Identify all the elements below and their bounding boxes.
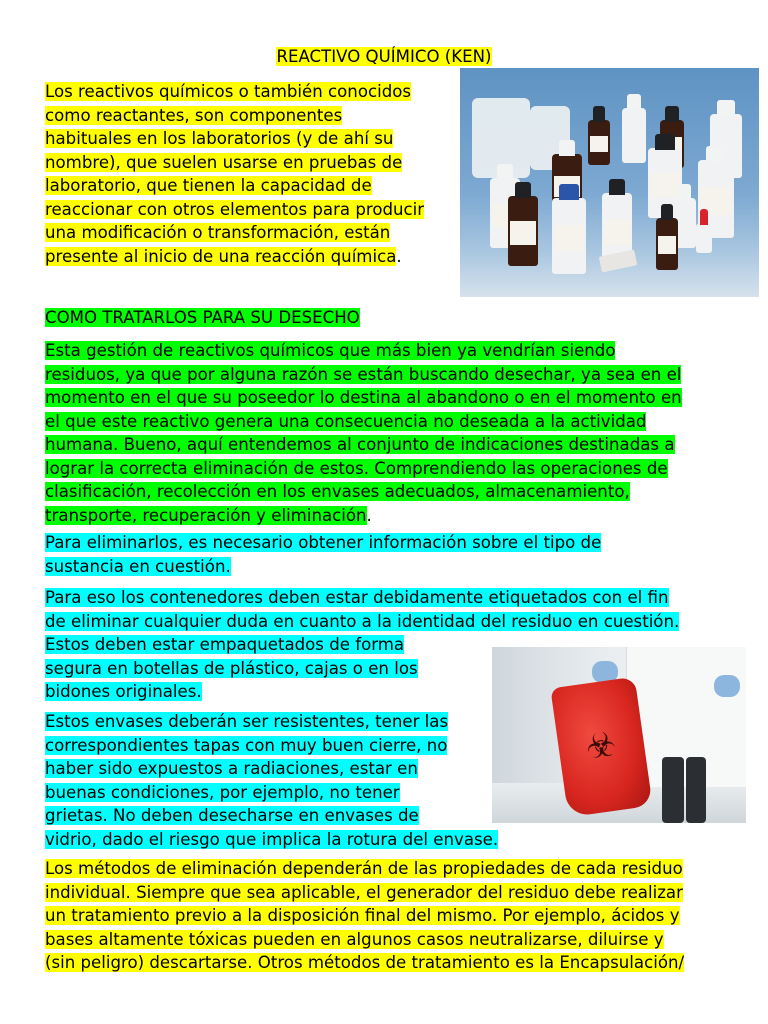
methods-paragraph: Los métodos de eliminación dependerán de las propiedades de cada residuo individual. Siempre que sea aplicable, el generador del residuo debe realizar un tratamiento previo a la disposición final del mismo. Por ejemplo, ácidos y bases altamente tóxicas pueden en algunos casos neutralizarse, diluirse y (sin peligro) descartarse. Otros métodos de tratamiento es la Encapsulación/ <box>45 859 685 972</box>
elimination-paragraph: Para eliminarlos, es necesario obtener información sobre el tipo de sustancia en cuestión. <box>45 533 602 576</box>
biohazard-bag-photo <box>492 647 746 823</box>
intro-paragraph: Los reactivos químicos o también conocidos como reactantes, son componentes habituales en los laboratorios (y de ahí su nombre), que suelen usarse en pruebas de laboratorio, que tienen la capacidad de reaccionar con otros elementos para producir una modificación o transformación, están presente al inicio de una reacción química. <box>45 82 425 266</box>
biohazard-icon: ☣ <box>583 724 619 768</box>
containers-paragraph: Para eso los contenedores deben estar debidamente etiquetados con el fin de eliminar cualquier duda en cuanto a la identidad del residuo en cuestión. Estos deben estar empaquetados de forma segura en botellas de plástico, cajas o en los bidones originales. <box>45 588 680 701</box>
reagent-bottles-photo <box>460 68 759 297</box>
section-heading: COMO TRATARLOS PARA SU DESECHO <box>45 308 360 327</box>
page-title: REACTIVO QUÍMICO (KEN) <box>276 47 492 66</box>
packaging-paragraph: Estos envases deberán ser resistentes, tener las correspondientes tapas con muy buen cierre, no haber sido expuestos a radiaciones, estar en buenas condiciones, por ejemplo, no tener grietas. No deben desecharse en envases de vidrio, dado el riesgo que implica la rotura del envase. <box>45 712 499 849</box>
disposal-paragraph: Esta gestión de reactivos químicos que más bien ya vendrían siendo residuos, ya que por alguna razón se están buscando desechar, ya sea en el momento en el que su poseedor lo destina al abandono o en el momento en el que este reactivo genera una consecuencia no deseada a la actividad humana. Bueno, aquí entendemos al conjunto de indicaciones destinadas a lograr la correcta eliminación de estos. Comprendiendo las operaciones de clasificación, recolección en los envases adecuados, almacenamiento, transporte, recuperación y eliminación. <box>45 341 682 525</box>
